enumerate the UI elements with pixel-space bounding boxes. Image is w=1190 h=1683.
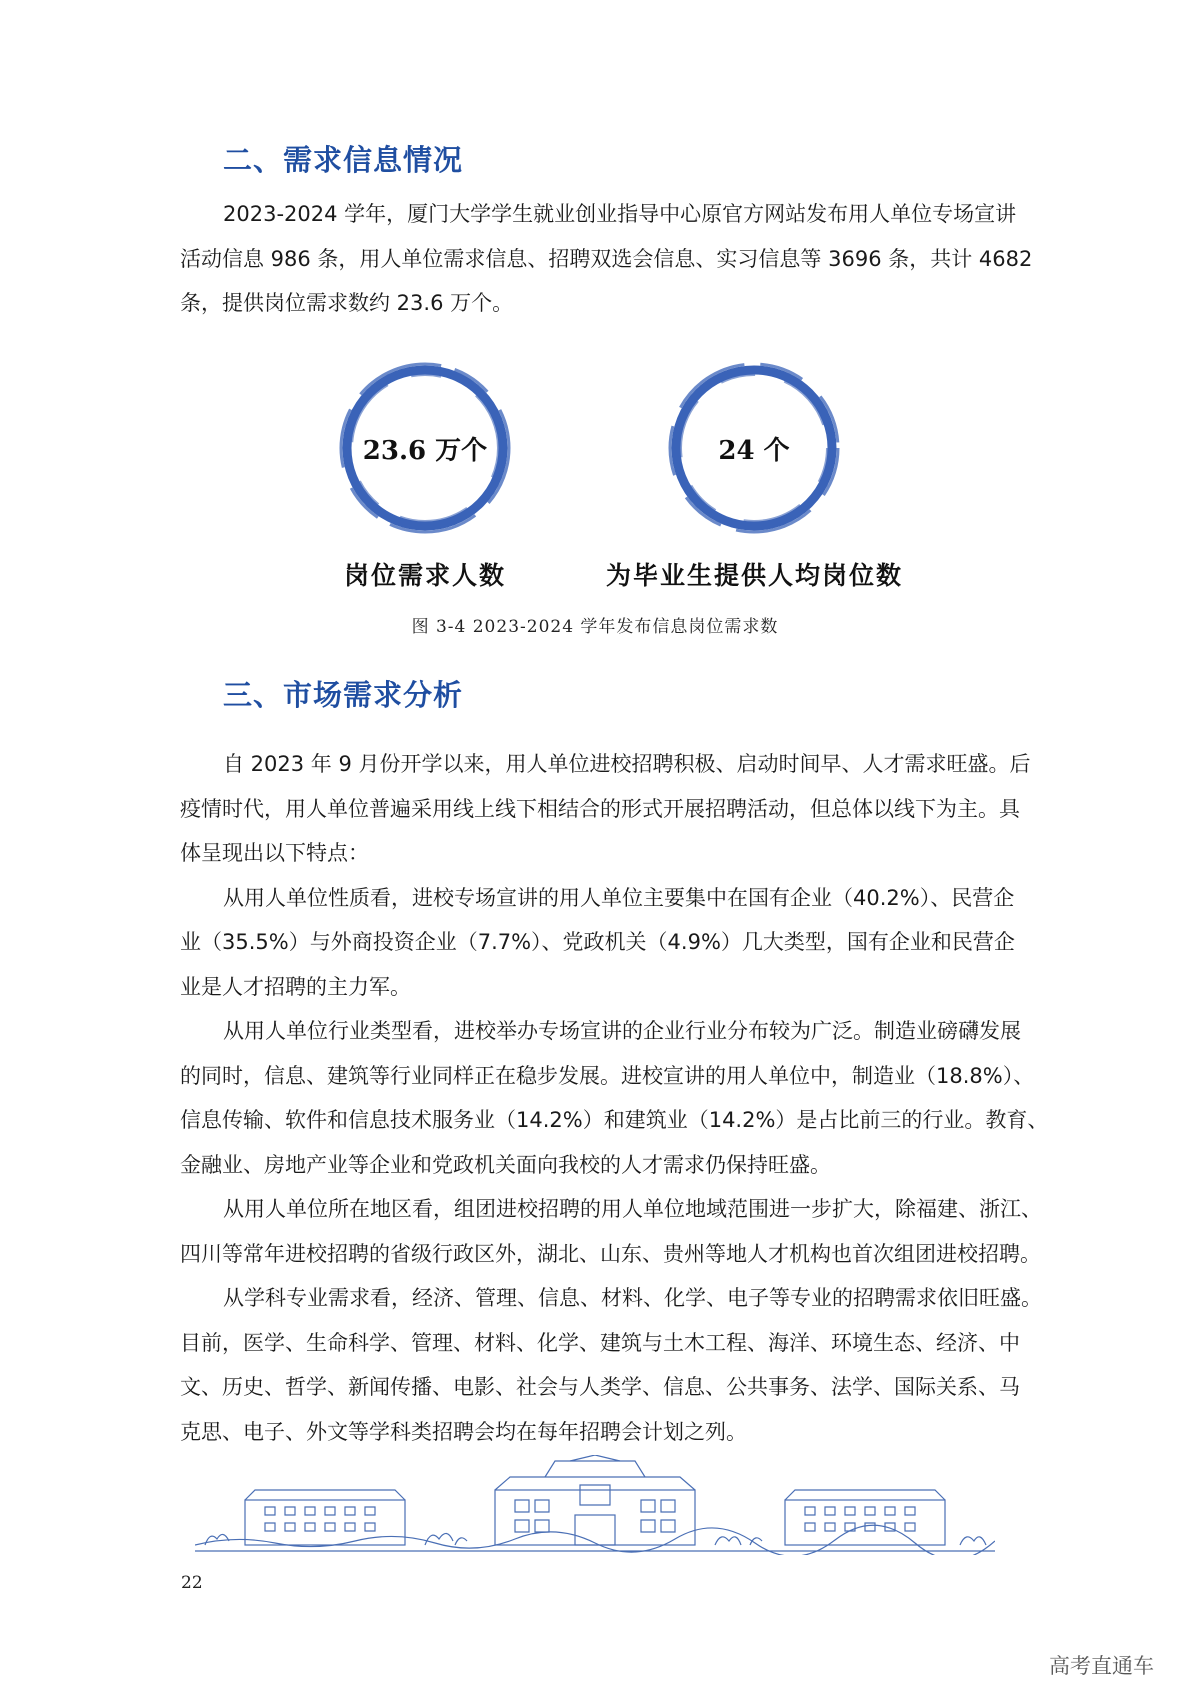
text-line: 从学科专业需求看，经济、管理、信息、材料、化学、电子等专业的招聘需求依旧旺盛。 (223, 1286, 1042, 1310)
circle-value-positions: 23.6 万个 (362, 435, 488, 466)
text-line: 的同时，信息、建筑等行业同样正在稳步发展。进校宣讲的用人单位中，制造业（18.8%）、 (180, 1063, 1035, 1088)
circle-stat-per-graduate (664, 358, 844, 538)
text-line: 条，提供岗位需求数约 23.6 万个。 (180, 291, 514, 315)
text-line: 从用人单位性质看，进校专场宣讲的用人单位主要集中在国有企业（40.2%）、民营企 (223, 885, 1015, 910)
text-line: 目前，医学、生命科学、管理、材料、化学、建筑与土木工程、海洋、环境生态、经济、中 (180, 1330, 1020, 1355)
text-line: 活动信息 986 条，用人单位需求信息、招聘双选会信息、实习信息等 3696 条，共计 4682 (180, 246, 1033, 271)
text-line: 自 2023 年 9 月份开学以来，用人单位进校招聘积极、启动时间早、人才需求旺盛。后 (223, 752, 1031, 776)
section-heading-market-analysis: 三、市场需求分析 (223, 678, 464, 712)
text-line: 2023-2024 学年，厦门大学学生就业创业指导中心原官方网站发布用人单位专场宣讲 (223, 202, 1017, 226)
circle-value-per-graduate: 24 个 (718, 435, 790, 466)
text-line: 体呈现出以下特点： (180, 841, 369, 865)
text-line: 克思、电子、外文等学科类招聘会均在每年招聘会计划之列。 (180, 1419, 747, 1444)
paragraph-market-intro (180, 742, 1049, 1454)
text-line: 四川等常年进校招聘的省级行政区外，湖北、山东、贵州等地人才机构也首次组团进校招聘。 (180, 1241, 1041, 1266)
text-line: 金融业、房地产业等企业和党政机关面向我校的人才需求仍保持旺盛。 (180, 1152, 831, 1177)
circle-stat-positions (335, 358, 515, 538)
watermark: 高考直通车 (1049, 1654, 1154, 1678)
text-line: 业（35.5%）与外商投资企业（7.7%）、党政机关（4.9%）几大类型，国有企业和民营企 (180, 930, 1015, 954)
text-line: 文、历史、哲学、新闻传播、电影、社会与人类学、信息、公共事务、法学、国际关系、马 (180, 1375, 1020, 1399)
text-line: 业是人才招聘的主力军。 (180, 974, 411, 999)
paragraph-demand-info (180, 192, 1033, 326)
text-line: 信息传输、软件和信息技术服务业（14.2%）和建筑业（14.2%）是占比前三的行业。教育、 (180, 1108, 1049, 1132)
text-line: 疫情时代，用人单位普遍采用线上线下相结合的形式开展招聘活动，但总体以线下为主。具 (180, 796, 1020, 821)
text-line: 从用人单位行业类型看，进校举办专场宣讲的企业行业分布较为广泛。制造业磅礴发展 (223, 1019, 1021, 1043)
figure-caption: 图 3-4 2023-2024 学年发布信息岗位需求数 (411, 617, 779, 637)
circle-label-per-graduate: 为毕业生提供人均岗位数 (606, 561, 904, 590)
page-number: 22 (181, 1573, 203, 1593)
text-line: 从用人单位所在地区看，组团进校招聘的用人单位地域范围进一步扩大，除福建、浙江、 (223, 1197, 1042, 1221)
circle-label-positions: 岗位需求人数 (344, 561, 507, 590)
section-heading-demand-info: 二、需求信息情况 (223, 143, 464, 177)
campus-building-illustration (195, 1455, 995, 1555)
